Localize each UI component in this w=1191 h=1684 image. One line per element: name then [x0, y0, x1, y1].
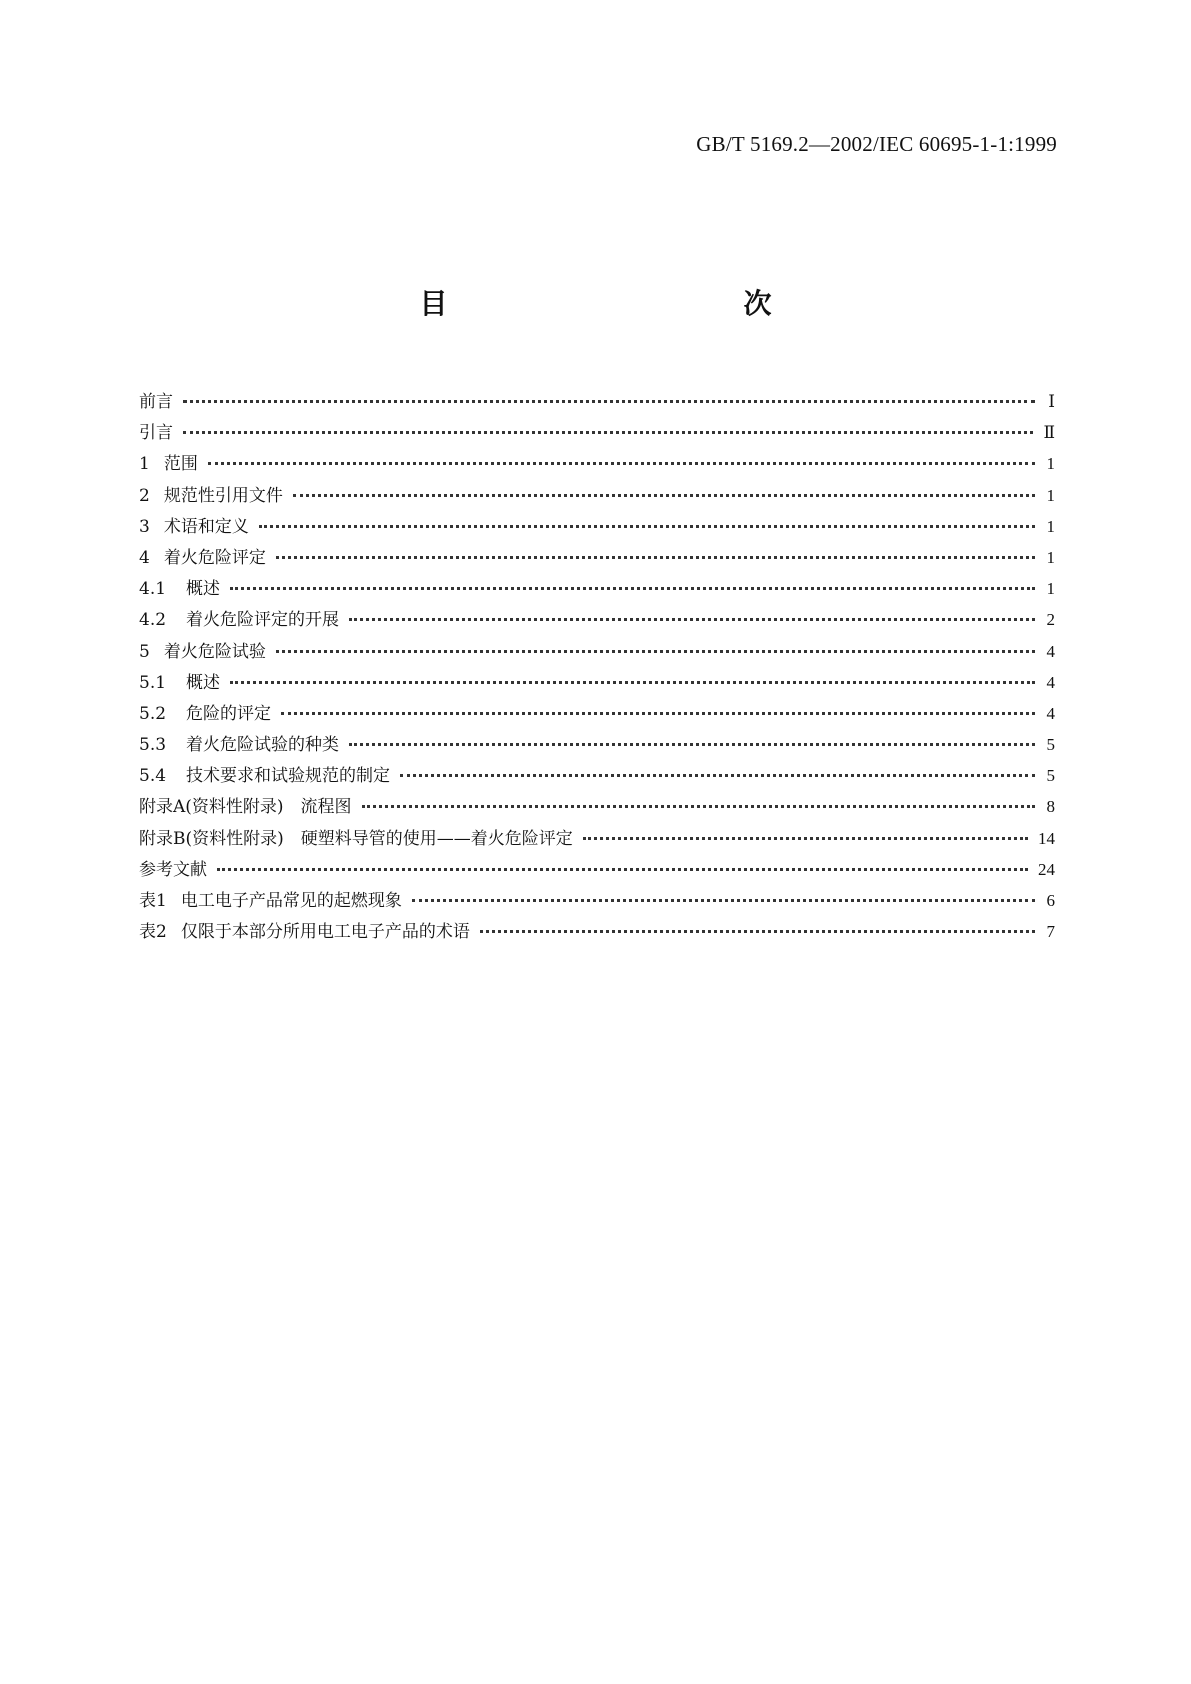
toc-entry-label: 着火危险试验: [163, 641, 266, 662]
toc-entry-page: 24: [1038, 859, 1055, 879]
toc-entry-page: 7: [1046, 922, 1055, 942]
toc-entry-1[interactable]: [139, 448, 1055, 479]
toc-entry-table-1[interactable]: [139, 885, 1055, 916]
dot-leader: [400, 768, 1035, 777]
toc-entry-number: 3: [139, 516, 150, 537]
toc-entry-page: 1: [1046, 516, 1055, 536]
toc-entry-label: 仅限于本部分所用电工电子产品的术语: [180, 922, 470, 943]
toc-entry-label: 概述: [186, 672, 221, 693]
dot-leader: [281, 706, 1035, 715]
toc-entry-5-3[interactable]: [139, 729, 1055, 760]
toc-entry-label: 术语和定义: [163, 516, 249, 537]
toc-entry-page: 4: [1046, 641, 1055, 661]
toc-entry-number: 5.2: [139, 703, 167, 724]
toc-entry-page: Ⅱ: [1043, 423, 1055, 443]
toc-entry-label: 着火危险评定的开展: [186, 610, 340, 631]
standard-code: GB/T 5169.2—2002/IEC 60695-1-1:1999: [696, 132, 1057, 156]
table-of-contents: [139, 386, 1055, 947]
toc-entry-page: 1: [1046, 454, 1055, 474]
toc-entry-label: 范围: [163, 454, 198, 475]
toc-entry-5-1[interactable]: [139, 667, 1055, 698]
toc-entry-table-2[interactable]: [139, 916, 1055, 947]
toc-entry-page: 14: [1038, 828, 1055, 848]
toc-entry-number: 4: [139, 547, 150, 568]
toc-entry-2[interactable]: [139, 480, 1055, 511]
toc-entry-page: 5: [1046, 766, 1055, 786]
dot-leader: [480, 924, 1035, 933]
toc-entry-page: 1: [1046, 547, 1055, 567]
dot-leader: [276, 644, 1035, 653]
toc-entry-5-2[interactable]: [139, 698, 1055, 729]
toc-entry-5-4[interactable]: [139, 760, 1055, 791]
dot-leader: [217, 862, 1028, 871]
toc-entry-label: 前言: [139, 392, 173, 412]
dot-leader: [183, 394, 1035, 403]
toc-entry-page: 5: [1046, 735, 1055, 755]
toc-entry-page: 4: [1046, 703, 1055, 723]
toc-entry-label: 引言: [139, 423, 173, 444]
toc-entry-label: 参考文献: [139, 859, 207, 880]
dot-leader: [276, 550, 1035, 559]
toc-entry-page: Ⅰ: [1048, 392, 1055, 411]
toc-entry-page: 1: [1046, 579, 1055, 599]
toc-entry-5[interactable]: [139, 636, 1055, 667]
dot-leader: [293, 488, 1035, 497]
toc-entry-number: 表2: [139, 922, 167, 943]
toc-entry-number: 4.1: [139, 579, 167, 600]
toc-entry-annex-a[interactable]: [139, 791, 1055, 822]
dot-leader: [259, 519, 1035, 528]
toc-entry-label: 附录B(资料性附录) 硬塑料导管的使用——着火危险评定: [139, 828, 573, 849]
dot-leader: [230, 581, 1035, 590]
toc-entry-label: 规范性引用文件: [163, 485, 283, 506]
toc-entry-number: 4.2: [139, 610, 167, 631]
toc-entry-number: 2: [139, 485, 150, 506]
toc-entry-number: 表1: [139, 891, 167, 911]
dot-leader: [183, 425, 1033, 434]
toc-entry-number: 5.4: [139, 766, 167, 787]
dot-leader: [412, 893, 1035, 902]
dot-leader: [349, 612, 1035, 621]
toc-entry-foreword[interactable]: [139, 386, 1055, 417]
toc-entry-page: 8: [1046, 797, 1055, 817]
dot-leader: [208, 456, 1035, 465]
toc-entry-label: 着火危险试验的种类: [186, 735, 340, 756]
toc-entry-label: 概述: [186, 579, 221, 600]
toc-entry-label: 着火危险评定: [163, 547, 266, 568]
toc-entry-page: 4: [1046, 672, 1055, 692]
toc-entry-label: 电工电子产品常见的起燃现象: [180, 891, 402, 911]
toc-entry-number: 5: [139, 641, 150, 662]
dot-leader: [362, 799, 1035, 808]
toc-entry-introduction[interactable]: [139, 417, 1055, 448]
page-title: 目 次: [419, 287, 852, 320]
toc-entry-page: 2: [1046, 610, 1055, 630]
toc-entry-4-2[interactable]: [139, 604, 1055, 635]
toc-entry-bibliography[interactable]: [139, 854, 1055, 885]
toc-entry-4[interactable]: [139, 542, 1055, 573]
toc-entry-label: 技术要求和试验规范的制定: [186, 766, 391, 787]
toc-entry-3[interactable]: [139, 511, 1055, 542]
dot-leader: [583, 831, 1028, 840]
toc-entry-annex-b[interactable]: [139, 823, 1055, 854]
dot-leader: [230, 675, 1035, 684]
toc-entry-number: 5.1: [139, 672, 167, 693]
toc-entry-label: 附录A(资料性附录) 流程图: [139, 797, 352, 818]
toc-entry-page: 6: [1046, 891, 1055, 910]
toc-entry-number: 1: [139, 454, 150, 475]
toc-entry-label: 危险的评定: [186, 703, 272, 724]
toc-entry-page: 1: [1046, 485, 1055, 505]
dot-leader: [349, 737, 1035, 746]
toc-entry-4-1[interactable]: [139, 573, 1055, 604]
toc-entry-number: 5.3: [139, 735, 167, 756]
